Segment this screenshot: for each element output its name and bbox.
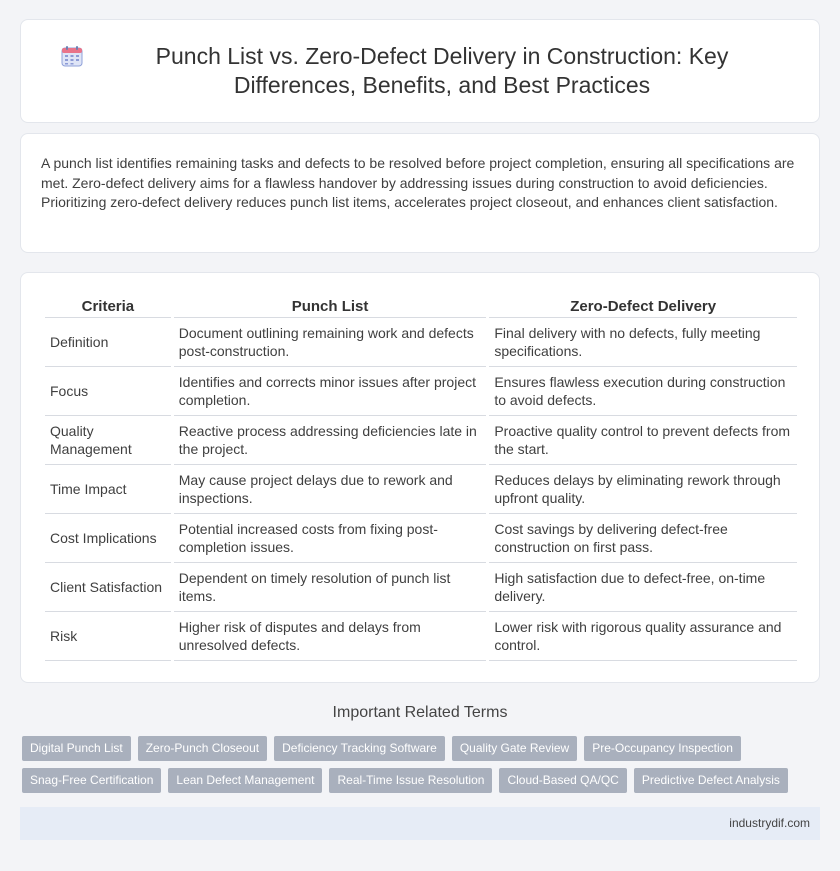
intro-card	[20, 133, 820, 253]
related-term-tag[interactable]: Quality Gate Review	[452, 736, 577, 761]
row-punch-list: Identifies and corrects minor issues after project completion.	[174, 367, 487, 416]
comparison-card	[20, 272, 820, 683]
row-criteria: Focus	[45, 367, 171, 416]
row-zero-defect: Ensures flawless execution during construction to avoid defects.	[489, 367, 797, 416]
footer-bar	[20, 807, 820, 840]
calendar-icon	[61, 45, 83, 67]
row-criteria: Definition	[45, 318, 171, 367]
related-term-tag[interactable]: Zero-Punch Closeout	[138, 736, 267, 761]
related-term-tag[interactable]: Real-Time Issue Resolution	[329, 768, 492, 793]
row-punch-list: Potential increased costs from fixing post-completion issues.	[174, 514, 487, 563]
related-term-tag[interactable]: Digital Punch List	[22, 736, 131, 761]
row-punch-list: Document outlining remaining work and defects post-construction.	[174, 318, 487, 367]
row-punch-list: Higher risk of disputes and delays from unresolved defects.	[174, 612, 487, 661]
related-term-tag[interactable]: Snag-Free Certification	[22, 768, 161, 793]
row-zero-defect: Final delivery with no defects, fully meeting specifications.	[489, 318, 797, 367]
row-criteria: Time Impact	[45, 465, 171, 514]
row-criteria: Client Satisfaction	[45, 563, 171, 612]
related-term-tag[interactable]: Predictive Defect Analysis	[634, 768, 788, 793]
row-zero-defect: High satisfaction due to defect-free, on-time delivery.	[489, 563, 797, 612]
table-row	[45, 367, 797, 416]
row-zero-defect: Cost savings by delivering defect-free construction on first pass.	[489, 514, 797, 563]
table-row	[45, 416, 797, 465]
row-criteria: Cost Implications	[45, 514, 171, 563]
row-criteria: Risk	[45, 612, 171, 661]
table-row	[45, 318, 797, 367]
related-terms-heading: Important Related Terms	[332, 704, 508, 721]
table-row	[45, 465, 797, 514]
row-zero-defect: Proactive quality control to prevent defects from the start.	[489, 416, 797, 465]
row-criteria: Quality Management	[45, 416, 171, 465]
column-header-criteria: Criteria	[45, 296, 171, 318]
row-punch-list: May cause project delays due to rework and inspections.	[174, 465, 487, 514]
related-term-tag[interactable]: Lean Defect Management	[168, 768, 322, 793]
related-terms-list	[22, 736, 812, 793]
column-header-zero-defect: Zero-Defect Delivery	[489, 296, 797, 318]
table-row	[45, 514, 797, 563]
footer-site-link[interactable]: industrydif.com	[729, 816, 810, 830]
page-title: Punch List vs. Zero-Defect Delivery in Construction: Key Differences, Benefits, and Best Practices	[155, 43, 729, 98]
comparison-table	[42, 296, 800, 661]
related-term-tag[interactable]: Cloud-Based QA/QC	[499, 768, 626, 793]
related-term-tag[interactable]: Pre-Occupancy Inspection	[584, 736, 741, 761]
row-punch-list: Dependent on timely resolution of punch list items.	[174, 563, 487, 612]
row-zero-defect: Lower risk with rigorous quality assurance and control.	[489, 612, 797, 661]
row-punch-list: Reactive process addressing deficiencies late in the project.	[174, 416, 487, 465]
related-term-tag[interactable]: Deficiency Tracking Software	[274, 736, 445, 761]
table-row	[45, 612, 797, 661]
table-row	[45, 563, 797, 612]
intro-paragraph: A punch list identifies remaining tasks and defects to be resolved before project completion, ensuring all specifications are met. Zero-defect delivery aims for a flawless handover by addressing issues during construction to avoid deficiencies. Prioritizing zero-defect delivery reduces punch list items, accelerates project closeout, and enhances client satisfaction.	[41, 155, 795, 210]
table-header-row	[45, 296, 797, 318]
header-card	[20, 19, 820, 123]
row-zero-defect: Reduces delays by eliminating rework through upfront quality.	[489, 465, 797, 514]
column-header-punch-list: Punch List	[174, 296, 487, 318]
